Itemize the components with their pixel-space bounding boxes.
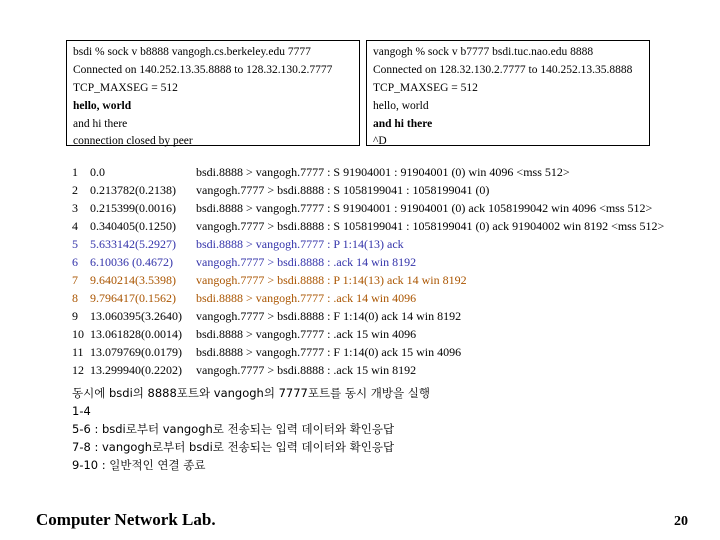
trace-row-message: vangogh.7777 > bsdi.8888 : P 1:14(13) ack 14 win 8192 [196, 273, 467, 287]
trace-row-number: 6 [72, 255, 78, 269]
trace-row-number: 12 [72, 363, 84, 377]
right-terminal-line: TCP_MAXSEG = 512 [373, 82, 478, 94]
trace-row-message: bsdi.8888 > vangogh.7777 : S 91904001 : 91904001 (0) win 4096 <mss 512> [196, 165, 570, 179]
footer-title: Computer Network Lab. [36, 510, 216, 529]
right-terminal-box [366, 40, 650, 146]
left-terminal-line: bsdi % sock v b8888 vangogh.cs.berkeley.edu 7777 [73, 46, 311, 58]
note-line: 1-4 [72, 404, 91, 418]
trace-row-number: 3 [72, 201, 78, 215]
trace-row-number: 8 [72, 291, 78, 305]
page-number: 20 [674, 514, 688, 529]
trace-row-number: 2 [72, 183, 78, 197]
trace-row-time: 13.061828(0.0014) [90, 327, 182, 341]
trace-row-time: 6.10036 (0.4672) [90, 255, 173, 269]
notes [72, 384, 430, 474]
left-terminal-line: hello, world [73, 100, 132, 112]
trace-row-number: 11 [72, 345, 84, 359]
trace-row-message: bsdi.8888 > vangogh.7777 : F 1:14(0) ack 15 win 4096 [196, 345, 462, 359]
trace-row-message: vangogh.7777 > bsdi.8888 : S 1058199041 : 1058199041 (0) [196, 183, 490, 197]
note-line: 동시에 bsdi의 8888포트와 vangogh의 7777포트를 동시 개방을 실행 [72, 386, 430, 400]
trace-row-message: bsdi.8888 > vangogh.7777 : .ack 14 win 4096 [196, 291, 417, 305]
right-terminal-line: hello, world [373, 100, 429, 112]
trace-row-number: 1 [72, 165, 78, 179]
trace-row-time: 9.640214(3.5398) [90, 273, 176, 287]
trace-row-number: 10 [72, 327, 84, 341]
trace-row-message: bsdi.8888 > vangogh.7777 : .ack 15 win 4096 [196, 327, 417, 341]
note-line: 7-8 : vangogh로부터 bsdi로 전송되는 입력 데이터와 확인응답 [72, 440, 395, 454]
trace-row-number: 9 [72, 309, 78, 323]
trace-row-time: 13.079769(0.0179) [90, 345, 182, 359]
trace-row-time: 9.796417(0.1562) [90, 291, 176, 305]
trace-row-time: 13.060395(3.2640) [90, 309, 182, 323]
right-terminal-line: and hi there [373, 118, 433, 130]
trace-row-message: vangogh.7777 > bsdi.8888 : .ack 14 win 8192 [196, 255, 417, 269]
note-line: 5-6 : bsdi로부터 vangogh로 전송되는 입력 데이터와 확인응답 [72, 422, 395, 436]
left-terminal-line: TCP_MAXSEG = 512 [73, 82, 178, 94]
trace-row-time: 5.633142(5.2927) [90, 237, 176, 251]
trace-row-message: vangogh.7777 > bsdi.8888 : F 1:14(0) ack 14 win 8192 [196, 309, 462, 323]
trace-row-time: 0.213782(0.2138) [90, 183, 176, 197]
trace-row-time: 0.215399(0.0016) [90, 201, 176, 215]
right-terminal-line: vangogh % sock v b7777 bsdi.tuc.nao.edu 8888 [373, 46, 594, 58]
right-terminal-line: Connected on 128.32.130.2.7777 to 140.252.13.35.8888 [373, 64, 633, 76]
trace-row-number: 4 [72, 219, 78, 233]
trace-row-number: 5 [72, 237, 78, 251]
trace-row-time: 13.299940(0.2202) [90, 363, 182, 377]
trace-row-time: 0.340405(0.1250) [90, 219, 176, 233]
trace-row-message: vangogh.7777 > bsdi.8888 : S 1058199041 : 1058199041 (0) ack 91904002 win 8192 <mss 512> [196, 219, 665, 233]
trace-row-time: 0.0 [90, 165, 105, 179]
trace-row-message: bsdi.8888 > vangogh.7777 : P 1:14(13) ack [196, 237, 404, 251]
left-terminal-line: and hi there [73, 118, 128, 130]
trace-row-message: vangogh.7777 > bsdi.8888 : .ack 15 win 8192 [196, 363, 417, 377]
left-terminal-line: connection closed by peer [73, 135, 193, 147]
trace-row-number: 7 [72, 273, 78, 287]
right-terminal-line: ^D [373, 135, 387, 147]
left-terminal-line: Connected on 140.252.13.35.8888 to 128.32.130.2.7777 [73, 64, 333, 76]
trace-row-message: bsdi.8888 > vangogh.7777 : S 91904001 : 91904001 (0) ack 1058199042 win 4096 <mss 512> [196, 201, 653, 215]
note-line: 9-10 : 일반적인 연결 종료 [72, 458, 206, 472]
left-terminal-box [66, 40, 360, 146]
